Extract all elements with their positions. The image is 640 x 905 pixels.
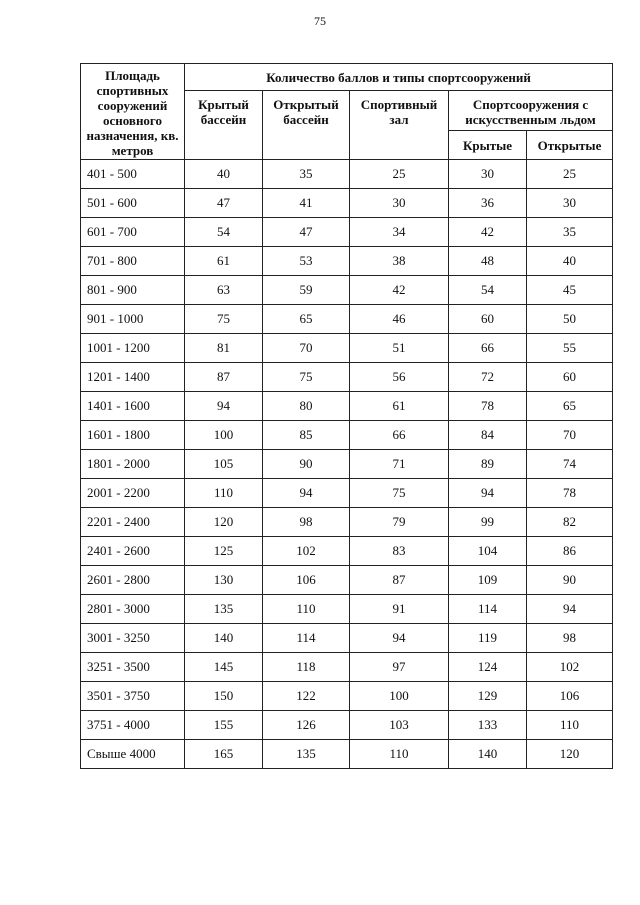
table-row <box>81 218 613 247</box>
cell-sports-hall: 79 <box>350 508 449 537</box>
cell-sports-hall: 34 <box>350 218 449 247</box>
table-row <box>81 392 613 421</box>
cell-indoor-pool: 47 <box>185 189 263 218</box>
table-row <box>81 334 613 363</box>
cell-ice-indoor: 99 <box>449 508 527 537</box>
header-group: Количество баллов и типы спортсооружений <box>185 64 613 91</box>
cell-sports-hall: 91 <box>350 595 449 624</box>
cell-ice-outdoor: 94 <box>527 595 613 624</box>
cell-indoor-pool: 110 <box>185 479 263 508</box>
cell-ice-outdoor: 120 <box>527 740 613 769</box>
cell-outdoor-pool: 90 <box>263 450 350 479</box>
cell-ice-outdoor: 98 <box>527 624 613 653</box>
table-row <box>81 711 613 740</box>
table-row <box>81 595 613 624</box>
cell-ice-indoor: 109 <box>449 566 527 595</box>
cell-indoor-pool: 75 <box>185 305 263 334</box>
cell-ice-indoor: 30 <box>449 160 527 189</box>
cell-ice-indoor: 129 <box>449 682 527 711</box>
cell-ice-outdoor: 82 <box>527 508 613 537</box>
cell-outdoor-pool: 70 <box>263 334 350 363</box>
cell-sports-hall: 61 <box>350 392 449 421</box>
cell-outdoor-pool: 102 <box>263 537 350 566</box>
cell-outdoor-pool: 106 <box>263 566 350 595</box>
cell-area: 2601 - 2800 <box>81 566 185 595</box>
cell-outdoor-pool: 85 <box>263 421 350 450</box>
cell-ice-outdoor: 65 <box>527 392 613 421</box>
cell-ice-indoor: 119 <box>449 624 527 653</box>
table-row <box>81 363 613 392</box>
cell-area: 2201 - 2400 <box>81 508 185 537</box>
table-row <box>81 479 613 508</box>
cell-indoor-pool: 61 <box>185 247 263 276</box>
cell-ice-outdoor: 50 <box>527 305 613 334</box>
cell-ice-indoor: 48 <box>449 247 527 276</box>
cell-ice-outdoor: 102 <box>527 653 613 682</box>
cell-sports-hall: 103 <box>350 711 449 740</box>
cell-indoor-pool: 100 <box>185 421 263 450</box>
cell-indoor-pool: 94 <box>185 392 263 421</box>
cell-outdoor-pool: 135 <box>263 740 350 769</box>
table-row <box>81 160 613 189</box>
cell-outdoor-pool: 114 <box>263 624 350 653</box>
cell-sports-hall: 30 <box>350 189 449 218</box>
cell-outdoor-pool: 47 <box>263 218 350 247</box>
cell-ice-indoor: 140 <box>449 740 527 769</box>
cell-ice-outdoor: 35 <box>527 218 613 247</box>
cell-sports-hall: 71 <box>350 450 449 479</box>
cell-sports-hall: 83 <box>350 537 449 566</box>
cell-ice-indoor: 78 <box>449 392 527 421</box>
cell-indoor-pool: 105 <box>185 450 263 479</box>
cell-ice-indoor: 60 <box>449 305 527 334</box>
page-number: 75 <box>314 14 326 28</box>
cell-indoor-pool: 54 <box>185 218 263 247</box>
cell-indoor-pool: 145 <box>185 653 263 682</box>
cell-ice-indoor: 114 <box>449 595 527 624</box>
cell-ice-outdoor: 55 <box>527 334 613 363</box>
cell-ice-outdoor: 70 <box>527 421 613 450</box>
cell-ice-indoor: 124 <box>449 653 527 682</box>
header-outdoor-pool: Открытый бассейн <box>263 91 350 160</box>
cell-outdoor-pool: 118 <box>263 653 350 682</box>
cell-ice-outdoor: 25 <box>527 160 613 189</box>
cell-area: 2801 - 3000 <box>81 595 185 624</box>
cell-outdoor-pool: 122 <box>263 682 350 711</box>
cell-area: 1001 - 1200 <box>81 334 185 363</box>
cell-sports-hall: 66 <box>350 421 449 450</box>
header-ice-facilities: Спортсооружения с искусственным льдом <box>449 91 613 131</box>
cell-indoor-pool: 40 <box>185 160 263 189</box>
cell-sports-hall: 100 <box>350 682 449 711</box>
cell-area: 1601 - 1800 <box>81 421 185 450</box>
cell-area: 801 - 900 <box>81 276 185 305</box>
table-row <box>81 653 613 682</box>
cell-indoor-pool: 125 <box>185 537 263 566</box>
table-row <box>81 537 613 566</box>
table-row <box>81 740 613 769</box>
cell-ice-outdoor: 86 <box>527 537 613 566</box>
cell-ice-outdoor: 40 <box>527 247 613 276</box>
table-row <box>81 450 613 479</box>
cell-area: 501 - 600 <box>81 189 185 218</box>
cell-area: 2401 - 2600 <box>81 537 185 566</box>
cell-ice-outdoor: 74 <box>527 450 613 479</box>
cell-outdoor-pool: 80 <box>263 392 350 421</box>
cell-indoor-pool: 63 <box>185 276 263 305</box>
table-row <box>81 566 613 595</box>
cell-outdoor-pool: 126 <box>263 711 350 740</box>
header-area: Площадь спортивных сооружений основного назначения, кв. метров <box>81 64 185 160</box>
cell-ice-indoor: 42 <box>449 218 527 247</box>
table-row <box>81 421 613 450</box>
cell-sports-hall: 56 <box>350 363 449 392</box>
table-row <box>81 247 613 276</box>
cell-sports-hall: 42 <box>350 276 449 305</box>
table-row <box>81 189 613 218</box>
cell-area: 601 - 700 <box>81 218 185 247</box>
cell-indoor-pool: 155 <box>185 711 263 740</box>
cell-sports-hall: 51 <box>350 334 449 363</box>
cell-area: 2001 - 2200 <box>81 479 185 508</box>
cell-ice-outdoor: 60 <box>527 363 613 392</box>
cell-indoor-pool: 130 <box>185 566 263 595</box>
cell-ice-outdoor: 90 <box>527 566 613 595</box>
cell-indoor-pool: 81 <box>185 334 263 363</box>
cell-outdoor-pool: 35 <box>263 160 350 189</box>
cell-sports-hall: 97 <box>350 653 449 682</box>
cell-outdoor-pool: 110 <box>263 595 350 624</box>
header-ice-indoor: Крытые <box>449 131 527 160</box>
cell-ice-indoor: 84 <box>449 421 527 450</box>
cell-area: 1801 - 2000 <box>81 450 185 479</box>
cell-outdoor-pool: 65 <box>263 305 350 334</box>
cell-area: Свыше 4000 <box>81 740 185 769</box>
cell-ice-indoor: 94 <box>449 479 527 508</box>
header-indoor-pool: Крытый бассейн <box>185 91 263 160</box>
table-row <box>81 682 613 711</box>
sports-facility-score-table <box>80 63 613 769</box>
cell-area: 3751 - 4000 <box>81 711 185 740</box>
header-ice-outdoor: Открытые <box>527 131 613 160</box>
cell-ice-outdoor: 30 <box>527 189 613 218</box>
cell-indoor-pool: 165 <box>185 740 263 769</box>
cell-sports-hall: 38 <box>350 247 449 276</box>
table-row <box>81 305 613 334</box>
cell-area: 401 - 500 <box>81 160 185 189</box>
header-sports-hall: Спортивный зал <box>350 91 449 160</box>
cell-ice-outdoor: 45 <box>527 276 613 305</box>
cell-indoor-pool: 150 <box>185 682 263 711</box>
cell-sports-hall: 87 <box>350 566 449 595</box>
cell-ice-outdoor: 110 <box>527 711 613 740</box>
table-body <box>81 160 613 769</box>
cell-ice-indoor: 66 <box>449 334 527 363</box>
cell-sports-hall: 25 <box>350 160 449 189</box>
cell-ice-indoor: 72 <box>449 363 527 392</box>
cell-indoor-pool: 135 <box>185 595 263 624</box>
cell-outdoor-pool: 59 <box>263 276 350 305</box>
header-row-main <box>81 64 613 91</box>
cell-sports-hall: 46 <box>350 305 449 334</box>
cell-area: 1201 - 1400 <box>81 363 185 392</box>
cell-area: 3501 - 3750 <box>81 682 185 711</box>
cell-indoor-pool: 140 <box>185 624 263 653</box>
cell-sports-hall: 94 <box>350 624 449 653</box>
table-row <box>81 508 613 537</box>
cell-ice-indoor: 133 <box>449 711 527 740</box>
cell-area: 1401 - 1600 <box>81 392 185 421</box>
cell-area: 3001 - 3250 <box>81 624 185 653</box>
cell-sports-hall: 110 <box>350 740 449 769</box>
cell-outdoor-pool: 98 <box>263 508 350 537</box>
cell-ice-outdoor: 78 <box>527 479 613 508</box>
cell-ice-outdoor: 106 <box>527 682 613 711</box>
cell-area: 701 - 800 <box>81 247 185 276</box>
cell-outdoor-pool: 41 <box>263 189 350 218</box>
cell-indoor-pool: 87 <box>185 363 263 392</box>
table-row <box>81 276 613 305</box>
cell-indoor-pool: 120 <box>185 508 263 537</box>
cell-outdoor-pool: 75 <box>263 363 350 392</box>
cell-outdoor-pool: 94 <box>263 479 350 508</box>
cell-area: 3251 - 3500 <box>81 653 185 682</box>
cell-ice-indoor: 54 <box>449 276 527 305</box>
cell-ice-indoor: 104 <box>449 537 527 566</box>
cell-ice-indoor: 89 <box>449 450 527 479</box>
cell-ice-indoor: 36 <box>449 189 527 218</box>
cell-outdoor-pool: 53 <box>263 247 350 276</box>
cell-sports-hall: 75 <box>350 479 449 508</box>
cell-area: 901 - 1000 <box>81 305 185 334</box>
table-row <box>81 624 613 653</box>
